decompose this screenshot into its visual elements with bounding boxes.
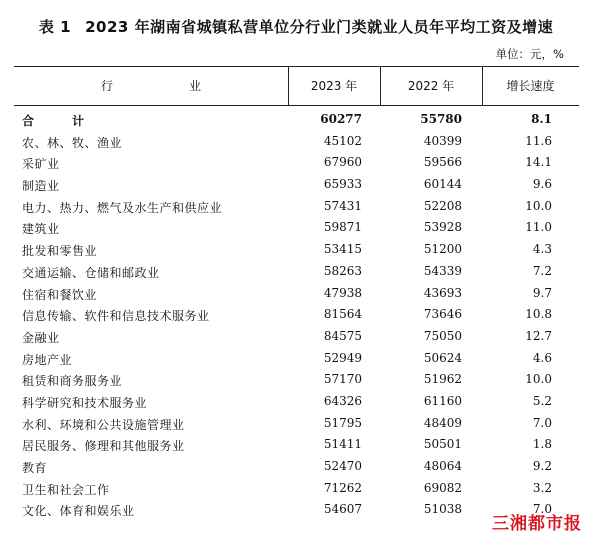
- growth-rate-cell: 1.8: [532, 437, 552, 452]
- table-row: [14, 217, 579, 239]
- wage-2023-cell: 51411: [323, 437, 362, 452]
- industry-cell: 交通运输、仓储和邮政业: [22, 265, 160, 280]
- growth-rate-cell: 7.0: [532, 415, 552, 430]
- wage-2023-cell: 52470: [323, 459, 362, 473]
- table-row: [14, 174, 579, 196]
- table-row: [14, 304, 579, 326]
- wage-2023-cell: 57170: [323, 372, 362, 387]
- table-row: [14, 369, 579, 391]
- wage-2022-cell: 73646: [423, 307, 462, 322]
- table-title-text: 2023 年湖南省城镇私营单位分行业门类就业人员年平均工资及增速: [85, 18, 554, 36]
- wage-2022-cell: 53928: [423, 220, 462, 235]
- column-header-2022: 2022 年: [407, 79, 455, 93]
- wage-2022-cell: 50501: [423, 437, 462, 452]
- wage-2023-cell: 60277: [320, 112, 362, 126]
- wage-2023-cell: 64326: [323, 393, 362, 408]
- growth-rate-cell: 3.2: [532, 480, 552, 495]
- growth-rate-cell: 9.7: [532, 285, 552, 300]
- wage-2023-cell: 84575: [323, 328, 362, 343]
- wage-2023-cell: 45102: [323, 133, 362, 148]
- industry-cell: 水利、环境和公共设施管理业: [22, 417, 185, 432]
- wage-2022-cell: 55780: [420, 112, 462, 126]
- industry-cell: 建筑业: [22, 222, 60, 237]
- wage-2022-cell: 51200: [423, 242, 462, 257]
- growth-rate-cell: 4.6: [532, 350, 552, 365]
- industry-cell: 住宿和餐饮业: [22, 287, 98, 302]
- wage-2023-cell: 65933: [323, 177, 362, 192]
- wage-2022-cell: 61160: [423, 393, 462, 408]
- wage-2022-cell: 52208: [423, 198, 462, 213]
- industry-cell: 租赁和商务服务业: [22, 374, 123, 389]
- table-row-total: [14, 109, 579, 131]
- growth-rate-cell: 11.0: [525, 220, 552, 235]
- wage-2022-cell: 51962: [423, 372, 462, 387]
- wage-2022-cell: 48409: [423, 415, 462, 430]
- industry-cell: 房地产业: [22, 352, 73, 367]
- wage-2022-cell: 51038: [423, 502, 462, 517]
- wage-2022-cell: 40399: [423, 133, 462, 148]
- table-row: [14, 434, 579, 456]
- table-number: 表 1: [38, 18, 72, 36]
- table-row: [14, 196, 579, 218]
- industry-cell: 居民服务、修理和其他服务业: [22, 439, 185, 454]
- wage-2022-cell: 69082: [423, 480, 462, 495]
- table-row: [14, 152, 579, 174]
- wage-2023-cell: 67960: [323, 155, 362, 170]
- industry-cell: 合 计: [22, 114, 98, 128]
- table-row: [14, 413, 579, 435]
- growth-rate-cell: 4.3: [532, 242, 552, 257]
- table-row: [14, 261, 579, 283]
- industry-cell: 教育: [22, 461, 48, 475]
- wage-2022-cell: 54339: [423, 263, 462, 278]
- unit-note: 单位：元，%: [495, 47, 564, 61]
- table-row: [14, 391, 579, 413]
- table-row: [14, 478, 579, 500]
- growth-rate-cell: 5.2: [532, 393, 552, 408]
- column-header-2023: 2023 年: [310, 79, 358, 93]
- wage-2023-cell: 57431: [323, 198, 362, 213]
- industry-cell: 文化、体育和娱乐业: [22, 504, 135, 519]
- growth-rate-cell: 8.1: [531, 112, 552, 126]
- wage-2023-cell: 81564: [323, 307, 362, 322]
- wage-2023-cell: 58263: [323, 263, 362, 278]
- wage-2022-cell: 48064: [423, 459, 462, 473]
- wage-2023-cell: 53415: [323, 242, 362, 257]
- industry-cell: 科学研究和技术服务业: [22, 395, 148, 410]
- growth-rate-cell: 10.0: [525, 198, 552, 213]
- wage-2023-cell: 51795: [323, 415, 362, 430]
- wage-2023-cell: 59871: [323, 220, 362, 235]
- industry-cell: 农、林、牧、渔业: [22, 135, 123, 150]
- wage-2023-cell: 47938: [323, 285, 362, 300]
- newspaper-watermark-logo: 三湘都市报: [492, 514, 582, 534]
- growth-rate-cell: 14.1: [525, 155, 552, 170]
- table-row: [14, 131, 579, 153]
- wage-2023-cell: 71262: [323, 480, 362, 495]
- table-row: [14, 326, 579, 348]
- wage-2023-cell: 52949: [323, 350, 362, 365]
- header-bottom-rule: [14, 105, 579, 106]
- wage-2022-cell: 59566: [423, 155, 462, 170]
- column-header-growth: 增长速度: [506, 79, 555, 93]
- table-title: [0, 16, 592, 37]
- table-row: [14, 239, 579, 261]
- growth-rate-cell: 9.6: [532, 177, 552, 192]
- table-body: [14, 109, 579, 521]
- industry-cell: 批发和零售业: [22, 244, 98, 259]
- industry-cell: 采矿业: [22, 157, 60, 172]
- industry-cell: 制造业: [22, 179, 60, 194]
- industry-cell: 信息传输、软件和信息技术服务业: [22, 309, 210, 324]
- wage-2023-cell: 54607: [323, 502, 362, 517]
- industry-cell: 金融业: [22, 330, 60, 345]
- wage-2022-cell: 75050: [423, 328, 462, 343]
- table-row: [14, 348, 579, 370]
- growth-rate-cell: 7.0: [532, 502, 552, 517]
- table-row: [14, 283, 579, 305]
- growth-rate-cell: 12.7: [525, 328, 552, 343]
- table-row: [14, 456, 579, 478]
- growth-rate-cell: 7.2: [532, 263, 552, 278]
- growth-rate-cell: 9.2: [532, 459, 552, 473]
- growth-rate-cell: 10.0: [525, 372, 552, 387]
- industry-cell: 电力、热力、燃气及水生产和供应业: [22, 200, 223, 215]
- column-header-industry: 行 业: [100, 79, 233, 93]
- growth-rate-cell: 11.6: [525, 133, 552, 148]
- wage-2022-cell: 43693: [423, 285, 462, 300]
- wage-2022-cell: 60144: [423, 177, 462, 192]
- growth-rate-cell: 10.8: [525, 307, 552, 322]
- industry-cell: 卫生和社会工作: [22, 482, 110, 497]
- wage-2022-cell: 50624: [423, 350, 462, 365]
